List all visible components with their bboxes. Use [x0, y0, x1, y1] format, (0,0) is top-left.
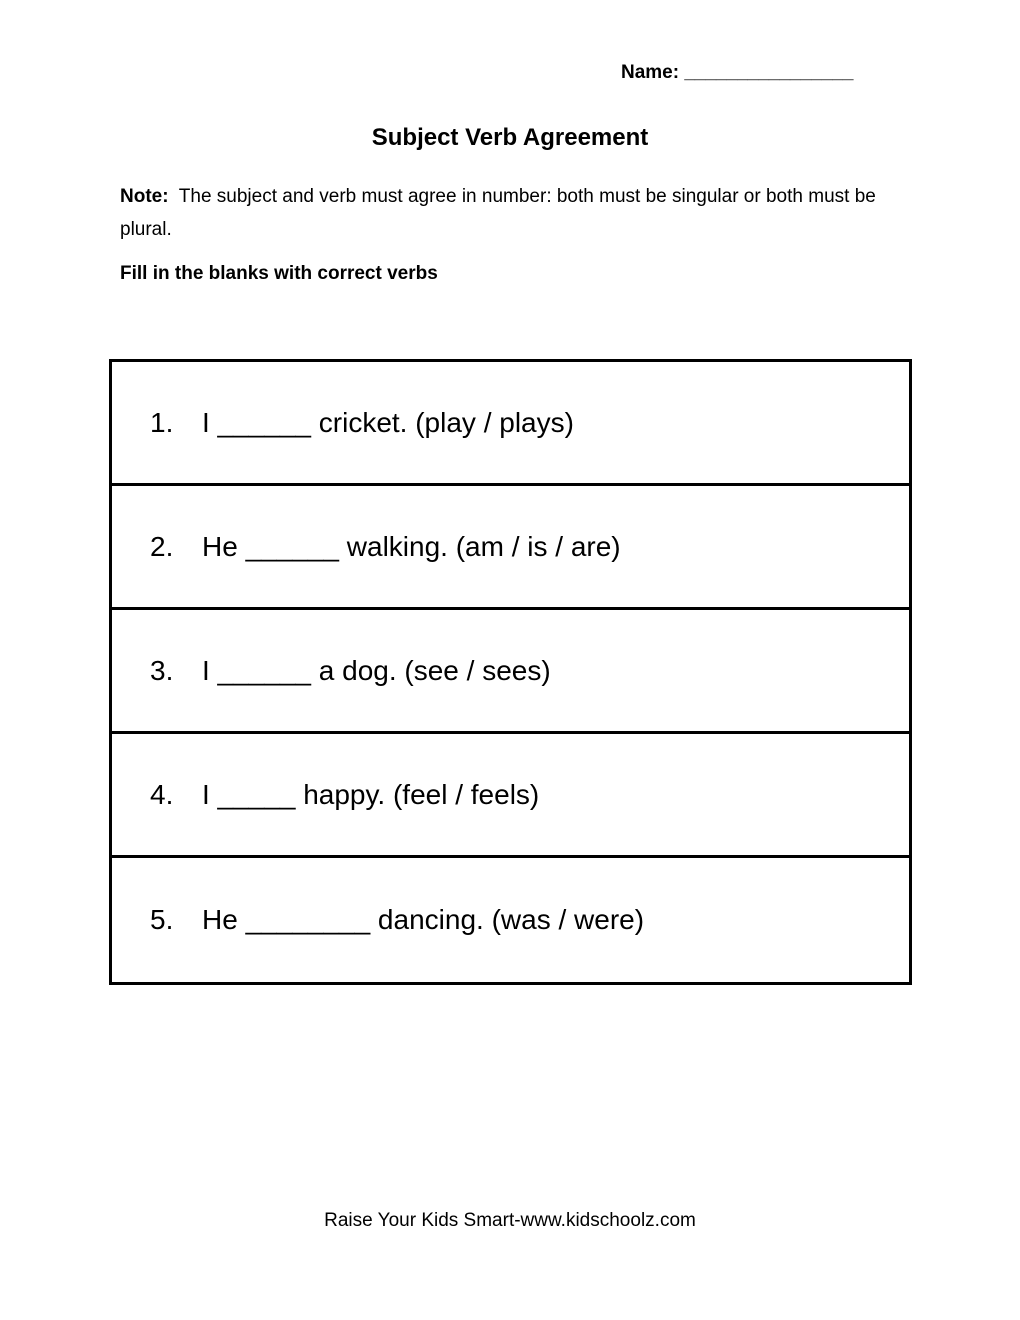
name-field-label: Name: ________________ [621, 62, 854, 83]
exercise-row [112, 610, 909, 734]
note-text: The subject and verb must agree in number: both must be singular or both must be plural. [120, 186, 876, 240]
exercise-number: 4. [150, 778, 174, 810]
exercise-number: 2. [150, 530, 174, 562]
exercise-row [112, 734, 909, 858]
exercise-row [112, 486, 909, 610]
exercise-table [109, 359, 912, 985]
exercise-number: 3. [150, 654, 174, 686]
note-label: Note: [120, 186, 169, 207]
exercise-sentence: He ________ dancing. (was / were) [202, 904, 645, 935]
footer-credit: Raise Your Kids Smart-www.kidschoolz.com [324, 1210, 696, 1231]
exercise-sentence: I ______ a dog. (see / sees) [202, 654, 551, 686]
note-paragraph [120, 180, 910, 246]
exercise-row [112, 858, 909, 982]
exercise-sentence: I ______ cricket. (play / plays) [202, 406, 574, 438]
exercise-sentence: He ______ walking. (am / is / are) [202, 530, 621, 562]
instruction-text: Fill in the blanks with correct verbs [120, 263, 438, 284]
exercise-row [112, 362, 909, 486]
exercise-number: 5. [150, 904, 174, 935]
exercise-sentence: I _____ happy. (feel / feels) [202, 778, 540, 810]
page-title: Subject Verb Agreement [371, 124, 649, 151]
exercise-number: 1. [150, 406, 174, 438]
